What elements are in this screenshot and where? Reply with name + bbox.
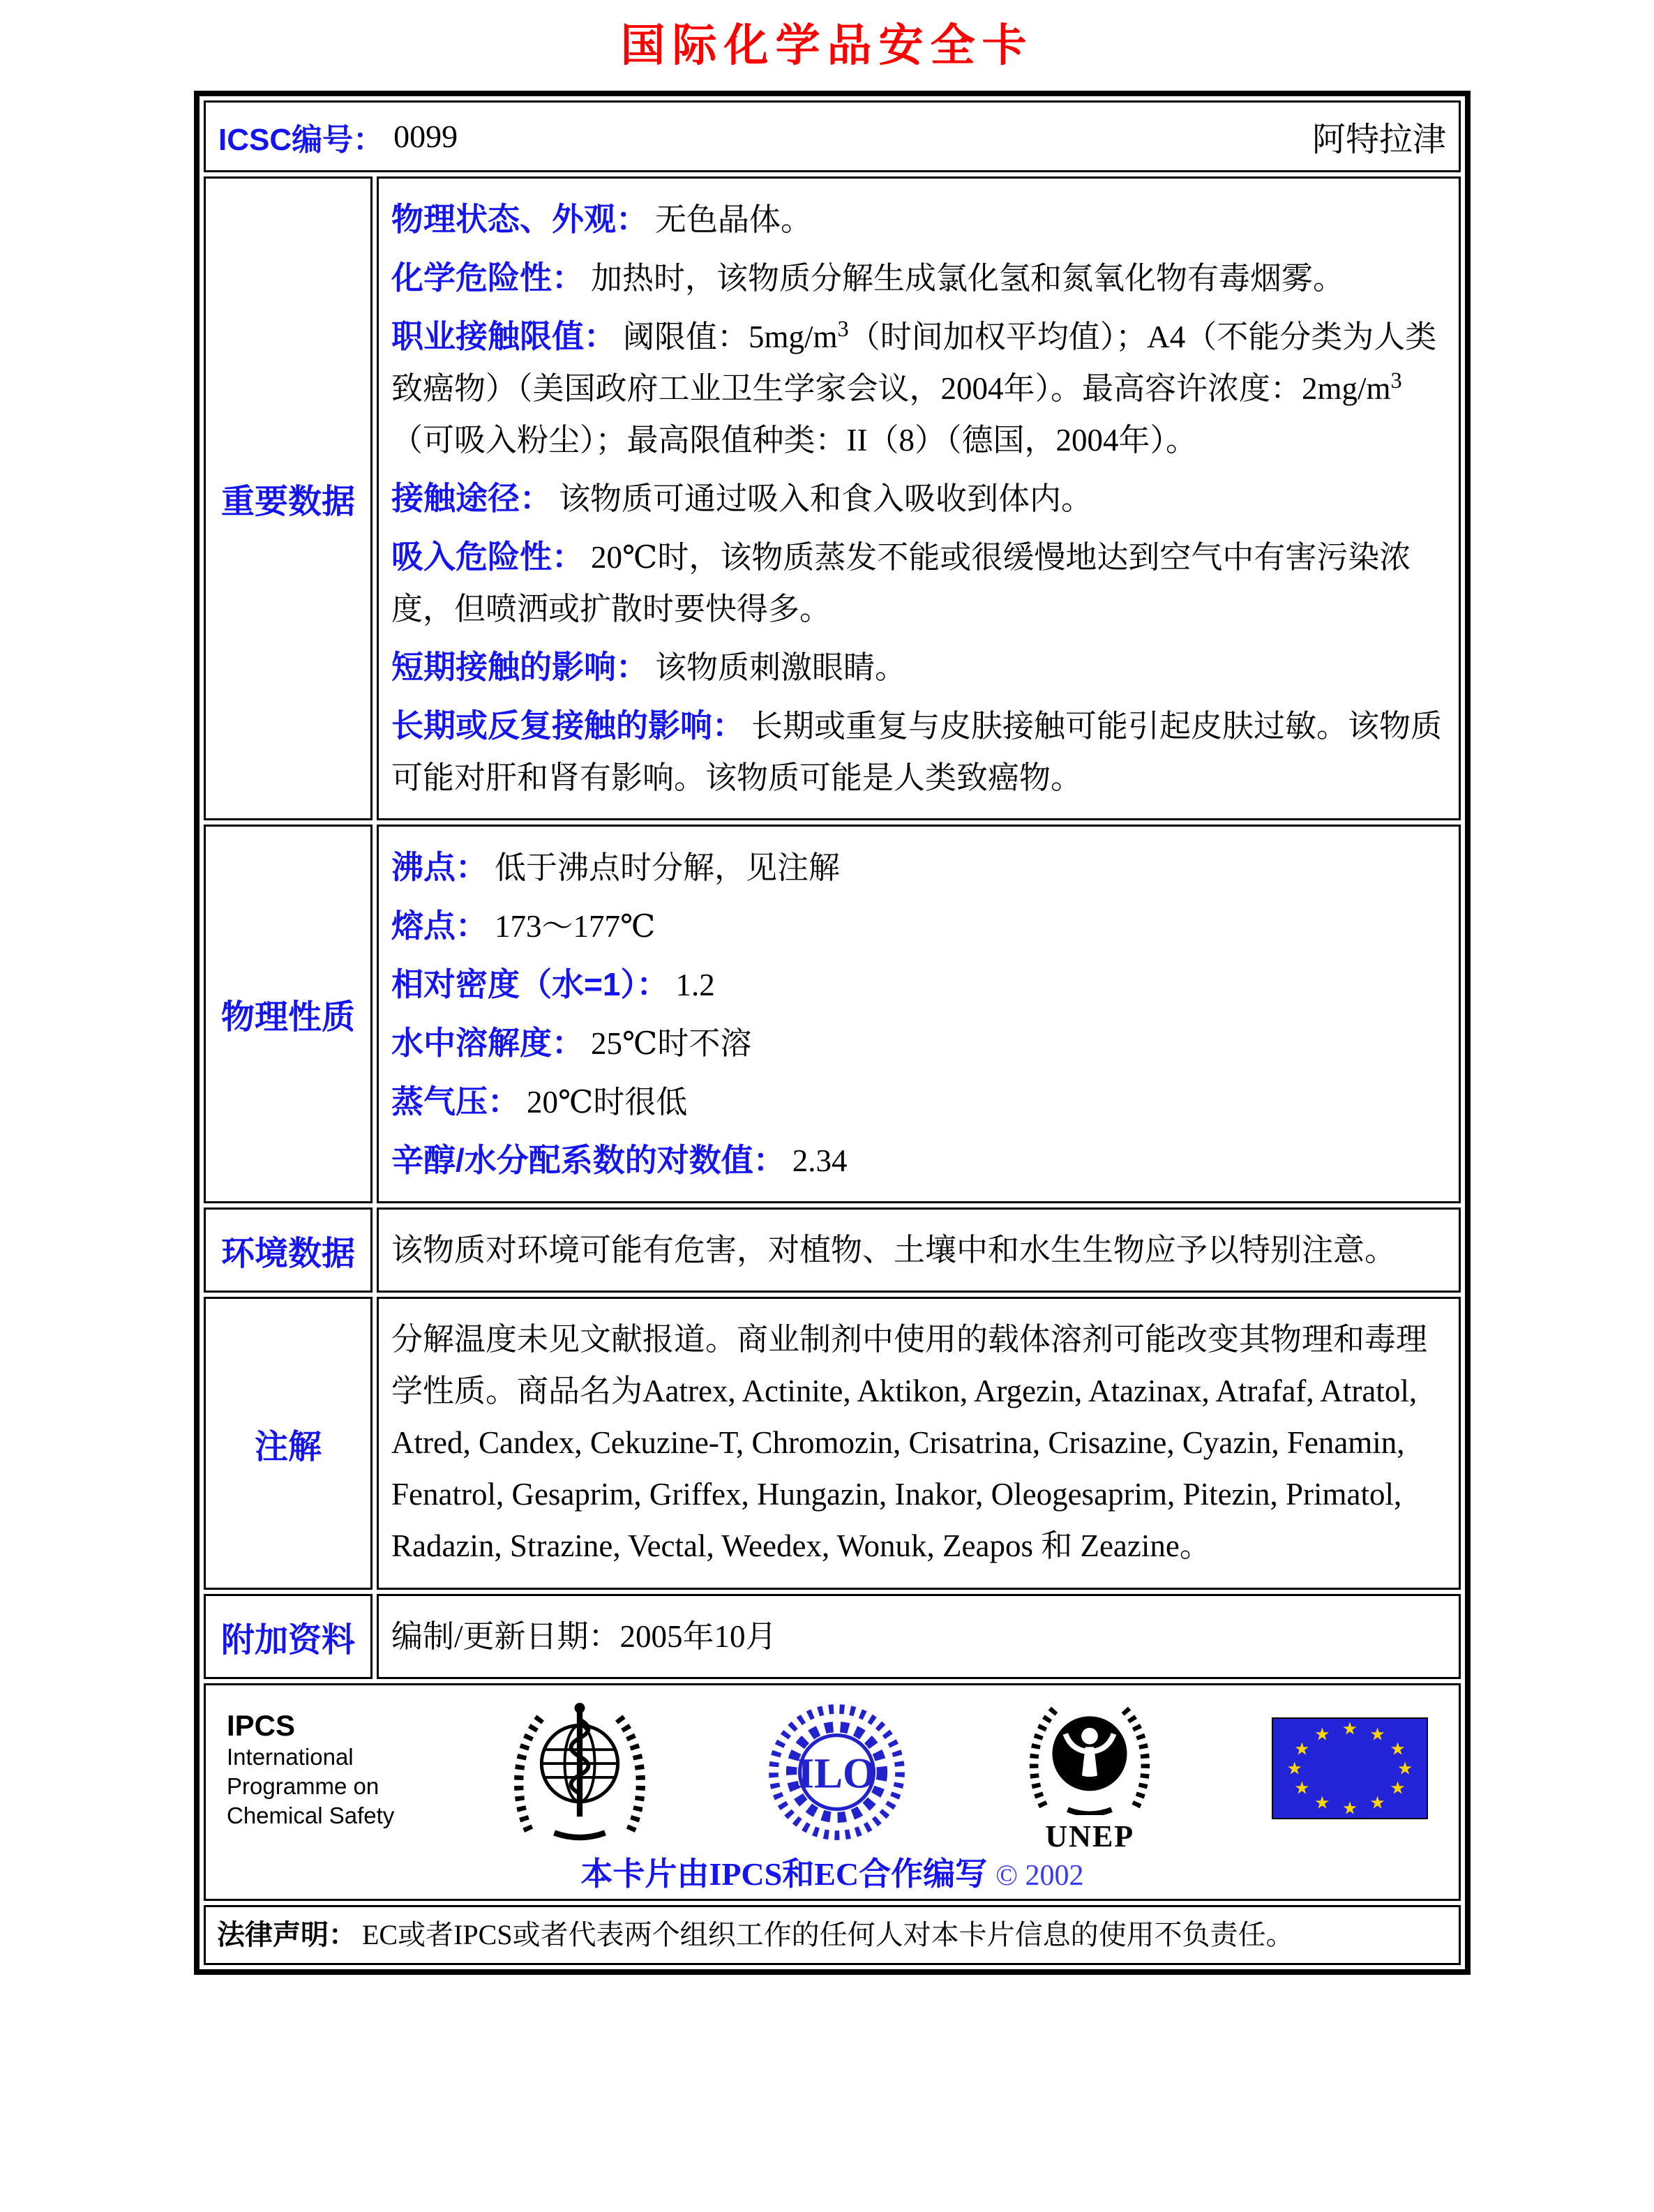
- eu-star: ★: [1294, 1777, 1310, 1798]
- field-paragraph: [391, 193, 1446, 246]
- ipcs-line-2: Programme on: [227, 1773, 379, 1799]
- who-logo-icon: [510, 1696, 649, 1844]
- header-row: [204, 100, 1461, 172]
- field-label: 接触途径：: [391, 480, 552, 516]
- eu-star: ★: [1294, 1738, 1310, 1759]
- ilo-logo-icon: [765, 1701, 908, 1844]
- legal-label: 法律声明：: [217, 1920, 356, 1950]
- eu-star: ★: [1341, 1718, 1358, 1739]
- field-paragraph: [391, 900, 1446, 952]
- field-paragraph: [391, 700, 1446, 804]
- field-label: 短期接触的影响：: [391, 649, 648, 685]
- eu-star: ★: [1390, 1738, 1406, 1759]
- field-label: 沸点：: [391, 849, 488, 885]
- eu-star: ★: [1397, 1758, 1413, 1779]
- copyright-text: © 2002: [995, 1860, 1084, 1892]
- field-label: 化学危险性：: [391, 259, 584, 296]
- icsc-number-value: 0099: [393, 119, 458, 154]
- field-text: 1.2: [675, 968, 715, 1002]
- logos-row: [204, 1683, 1461, 1901]
- field-text: 分解温度未见文献报道。商业制剂中使用的载体溶剂可能改变其物理和毒理学性质。商品名为Aatrex, Actinite, Aktikon, Argezin, Atazinax, Atrafaf, Atratol, Atred, Candex, Cekuzine-T, Chromozin, Crisatrina, Crisazine, Cyazin, Fenamin, Fenatrol, Gesaprim, Griffex, Hungazin, Inakor, Oleogesaprim, Pitezin, Primatol, Radazin, Strazine, Vectal, Weedex, Wonuk, Zeapos 和 Zeazine。: [391, 1322, 1428, 1563]
- eu-star: ★: [1369, 1724, 1385, 1745]
- header-cell: [204, 100, 1461, 172]
- field-label: 熔点：: [391, 908, 488, 944]
- icsc-card: [194, 91, 1471, 1975]
- field-paragraph: [391, 472, 1446, 525]
- field-paragraph: [391, 1224, 1396, 1276]
- field-text: 25℃时不溶: [591, 1026, 752, 1061]
- field-text: 2.34: [792, 1143, 848, 1178]
- field-paragraph: [391, 1076, 1446, 1128]
- additional-info-content: [377, 1594, 1461, 1679]
- eu-star: ★: [1314, 1792, 1330, 1813]
- field-label: 相对密度（水=1）：: [391, 966, 669, 1002]
- physical-properties-content: [377, 825, 1461, 1203]
- field-paragraph: [391, 310, 1446, 466]
- field-text: 该物质可通过吸入和食入吸收到体内。: [559, 481, 1093, 516]
- field-label: 职业接触限值：: [391, 318, 616, 354]
- field-text: 173～177℃: [495, 909, 656, 944]
- field-paragraph: [391, 252, 1446, 304]
- superscript: 3: [837, 317, 849, 342]
- page-title: 国际化学品安全卡: [620, 20, 1034, 70]
- field-paragraph: [391, 1611, 1446, 1662]
- unep-logo-icon: [1023, 1696, 1156, 1815]
- ipcs-title: IPCS: [227, 1709, 296, 1742]
- credit-text: 本卡片由IPCS和EC合作编写: [580, 1856, 988, 1892]
- field-text: 长期或重复与皮肤接触可能引起皮肤过敏。该物质可能对肝和肾有影响。该物质可能是人类致癌物。: [391, 709, 1443, 795]
- environmental-data-row: [204, 1207, 1461, 1293]
- field-text: 无色晶体。: [655, 202, 813, 237]
- legal-cell: [204, 1905, 1461, 1965]
- field-text: （可吸入粉尘）；最高限值种类：II（8）（德国，2004年）。: [391, 423, 1197, 458]
- icsc-number-label: ICSC编号：: [218, 122, 384, 157]
- eu-star: ★: [1369, 1792, 1385, 1813]
- field-label: 长期或反复接触的影响：: [391, 707, 744, 744]
- section-label-important-data: 重要数据: [204, 176, 373, 820]
- section-label-physical-properties: 物理性质: [204, 825, 373, 1203]
- field-paragraph: [391, 1017, 1446, 1069]
- field-text: 编制/更新日期：2005年10月: [391, 1619, 777, 1654]
- field-label: 蒸气压：: [391, 1083, 520, 1120]
- field-paragraph: [391, 1314, 1446, 1572]
- ilo-letters: ILO: [797, 1750, 876, 1798]
- field-paragraph: [391, 531, 1446, 635]
- credit-line: [206, 1849, 1459, 1895]
- field-paragraph: [391, 958, 1446, 1011]
- section-label-notes: 注解: [204, 1297, 373, 1590]
- superscript: 3: [1390, 368, 1402, 393]
- ipcs-line-1: International: [227, 1744, 354, 1770]
- field-label: 吸入危险性：: [391, 539, 584, 575]
- ipcs-text-block: [227, 1709, 394, 1830]
- section-label-environmental-data: 环境数据: [204, 1207, 373, 1293]
- field-label: 物理状态、外观：: [391, 201, 648, 237]
- field-text: 20℃时很低: [527, 1085, 688, 1120]
- field-text: 该物质刺激眼睛。: [655, 650, 907, 685]
- field-label: 水中溶解度：: [391, 1025, 584, 1061]
- eu-star: ★: [1286, 1758, 1302, 1779]
- field-text: 阈限值：5mg/m: [623, 319, 838, 354]
- field-paragraph: [391, 641, 1446, 693]
- field-text: （时间加权平均值）；A4（不能分类为人类致癌物）（美国政府工业卫生学家会议，2004年）。最高容许浓度：2mg/m: [391, 319, 1437, 406]
- field-text: 加热时，该物质分解生成氯化氢和氮氧化物有毒烟雾。: [591, 261, 1345, 296]
- field-text: 该物质对环境可能有危害，对植物、土壤中和水生生物应予以特别注意。: [391, 1233, 1397, 1267]
- field-paragraph: [391, 841, 1446, 894]
- eu-star: ★: [1314, 1724, 1330, 1745]
- additional-info-row: [204, 1594, 1461, 1679]
- logos-cell: [204, 1683, 1461, 1901]
- important-data-content: [377, 176, 1461, 820]
- eu-star: ★: [1390, 1777, 1406, 1798]
- physical-properties-row: [204, 825, 1461, 1203]
- environmental-data-content: [377, 1207, 1461, 1293]
- legal-text: EC或者IPCS或者代表两个组织工作的任何人对本卡片信息的使用不负责任。: [362, 1919, 1294, 1950]
- eu-star: ★: [1341, 1798, 1358, 1819]
- ipcs-line-3: Chemical Safety: [227, 1803, 395, 1828]
- section-label-additional-info: 附加资料: [204, 1594, 373, 1679]
- important-data-row: [204, 176, 1461, 820]
- unep-logo-block: [1023, 1696, 1156, 1854]
- field-text: 低于沸点时分解，见注解: [495, 850, 841, 885]
- notes-content: [377, 1297, 1461, 1590]
- notes-row: [204, 1297, 1461, 1590]
- field-paragraph: [391, 1134, 1446, 1187]
- field-label: 辛醇/水分配系数的对数值：: [391, 1142, 785, 1178]
- field-text: 20℃时，该物质蒸发不能或很缓慢地达到空气中有害污染浓度，但喷洒或扩散时要快得多。: [391, 540, 1411, 626]
- unep-label: UNEP: [1045, 1819, 1135, 1853]
- eu-flag-icon: [1272, 1717, 1428, 1819]
- chemical-name: 阿特拉津: [1311, 121, 1446, 158]
- legal-row: [204, 1905, 1461, 1965]
